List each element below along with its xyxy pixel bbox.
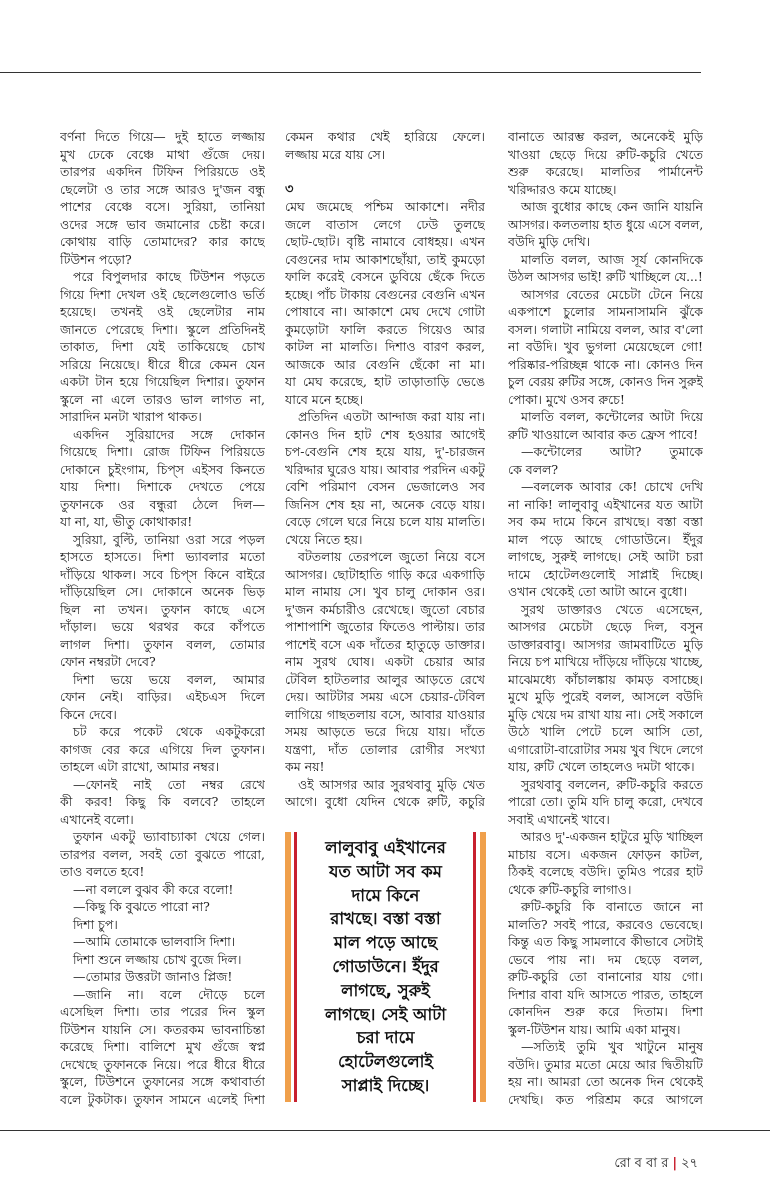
text-line: ওই আসগর আর সুরথবাবু মুড়ি খেত xyxy=(298,776,485,792)
text-line: এসেছিল দিশা। তার পরের দিন স্কুল xyxy=(60,1004,265,1019)
text-line: যা না, যা, ভীতু কোথাকার! xyxy=(60,514,193,529)
text-line: মালতি বলল, আজ সূর্য কোনদিকে xyxy=(521,251,703,267)
text-line: বসল। গলাটা নামিয়ে বলল, আর ব'লো xyxy=(508,321,703,337)
text-line: টেবিল হাটতলার আলুর আড়তে রেখে xyxy=(285,671,485,687)
text-line: লজ্জায় মরে যায় সে। xyxy=(285,146,386,162)
text-line: ফোন নেই। বাড়ির। এইচএস দিলে xyxy=(60,689,265,704)
article-column-2 xyxy=(285,128,485,818)
pull-quote-stripe-left-outer xyxy=(285,832,291,1102)
text-line: রুটি-কচুরি তো বানানোর যায় গো। xyxy=(508,969,703,984)
paragraph xyxy=(60,916,265,934)
text-line: ছোট-ছোট। বৃষ্টি নামাবে বোধহয়। এখন xyxy=(285,234,485,249)
text-line: হয় না। আমরা তো অনেক দিন থেকেই xyxy=(508,1074,703,1089)
pull-quote-stripe-right-outer xyxy=(480,832,486,1102)
text-line: বেড়ে গেলে ঘরে নিয়ে চলে যায় মালতি। xyxy=(285,514,485,529)
paragraph xyxy=(508,198,703,251)
text-line: কোথায় বাড়ি তোমাদের? কার কাছে xyxy=(60,234,265,249)
text-line: সুরথ ডাক্তারও খেতে এসেছেন, xyxy=(521,601,703,617)
text-line: মাচায় বসে। একজন ফোড়ন কাটল, xyxy=(508,846,703,862)
text-line: সবাই এখানেই খাবে। xyxy=(508,811,610,827)
text-line: —সত্যিই তুমি খুব খাটুনে মানুষ xyxy=(521,1039,703,1054)
text-line: কিনে দেবে। xyxy=(60,706,117,722)
text-line: —কিছু কি বুঝতে পারো না? xyxy=(73,899,210,914)
paragraph xyxy=(508,1038,703,1108)
text-line: যা মেঘ করেছে, হাট তাড়াতাড়ি ভেঙে xyxy=(285,374,485,389)
text-line: পাশাপাশি জুতোর ফিতেও পাল্টায়। তার xyxy=(285,619,485,634)
text-line: তুফান একটু ভ্যাবাচ্যাকা খেয়ে গেল। xyxy=(73,829,265,844)
text-line: সব কম দামে কিনে রাখছে। বস্তা বস্তা xyxy=(508,514,703,529)
text-line: সময় আড়তে ভরে দিয়ে যায়। দাঁতে xyxy=(285,724,485,739)
text-line: ডাক্তারবাবু। আসগর জামবাটিতে মুড়ি xyxy=(508,636,703,652)
text-line: ভেবে পায় না। দম ছেড়ে বলল, xyxy=(508,951,703,967)
pull-quote-stripe-left-inner xyxy=(294,832,297,1102)
text-line: স্কুল-টিউশন যায়। আমি একা মানুষ। xyxy=(508,1021,681,1037)
text-line: মালতি বলল, কন্টোলের আটা দিয়ে xyxy=(521,409,703,424)
paragraph xyxy=(60,828,265,881)
text-line: তুফানকে ওর বন্ধুরা ঠেলে দিল— xyxy=(60,496,265,512)
pull-quote-text xyxy=(303,836,468,1098)
text-line: জানতে পেরেছে দিশা। স্কুলে প্রতিদিনই xyxy=(60,321,265,337)
text-line: উঠল আসগর ভাই! রুটি খাচ্ছিলে যে...! xyxy=(508,269,703,284)
text-line: চুল বেরয় রুটির সঙ্গে, কোনও দিন সুরুই xyxy=(508,374,703,389)
paragraph xyxy=(60,898,265,916)
paragraph xyxy=(508,443,703,478)
text-line: —আমি তোমাকে ভালবাসি দিশা। xyxy=(73,934,236,949)
text-line: নাম সুরথ ঘোষ। একটা চেয়ার আর xyxy=(285,654,485,669)
text-line: কাটল না মালতি। দিশাও বারণ করল, xyxy=(285,339,485,354)
text-line: জিনিস শেষ হয় না, অনেক বেড়ে যায়। xyxy=(285,496,485,512)
text-line: খরিদ্দার ঘুরেও যায়। আবার পরদিন একটু xyxy=(285,461,485,477)
text-line: তারপর বলল, সবই তো বুঝতে পারো, xyxy=(60,846,265,862)
pull-quote-line: লালুবাবু এইখানের xyxy=(325,838,446,857)
text-line: দাঁড়িয়ে থাকল। সবে চিপ্‌স কিনে বাইরে xyxy=(60,566,265,582)
text-line: দেখছি। কত পরিশ্রম করে আগলে xyxy=(508,1091,703,1107)
text-line: বর্ণনা দিতে গিয়ে— দুই হাতে লজ্জায় xyxy=(60,129,265,144)
pull-quote xyxy=(283,832,488,1102)
text-line: —জানি না। বলে দৌড়ে চলে xyxy=(73,986,265,1002)
text-line: কাগজ বের করে এগিয়ে দিল তুফান। xyxy=(60,741,265,757)
paragraph xyxy=(60,968,265,986)
text-line: ঠিকই বলেছে বউদি। তুমিও পরের হাট xyxy=(508,864,703,879)
text-line: —বললেক আবার কে! চোখে দেখি xyxy=(521,479,703,494)
article-column-1 xyxy=(60,128,265,1113)
text-line: লাগিয়ে গাছতলায় বসে, আবার যাওয়ার xyxy=(285,706,485,722)
text-line: দিশা ভয়ে ভয়ে বলল, আমার xyxy=(73,671,265,687)
text-line: দাঁড়াল। ভয়ে থরথর করে কাঁপতে xyxy=(60,619,265,634)
text-line: খাওয়া ছেড়ে দিয়ে রুটি-কচুরি খেতে xyxy=(508,146,703,162)
text-line: তাও বলতে হবে! xyxy=(60,864,145,879)
text-line: মাঝেমধ্যে কাঁচালঙ্কায় কামড় বসাচ্ছে। xyxy=(508,671,703,687)
paragraph xyxy=(60,776,265,829)
paragraph xyxy=(60,531,265,671)
text-line: না বউদি। খুব ভুগলা মেয়েছেলে গো! xyxy=(508,339,703,354)
section-number: ৩ xyxy=(285,181,294,197)
text-line: ওখান থেকেই তো আটা আনে বুধো। xyxy=(508,584,688,599)
text-line: রুটি খাওয়ালে আবার কত ফ্রেস পাবে! xyxy=(508,426,699,442)
text-line: একদিন সুরিয়াদের সঙ্গে দোকান xyxy=(73,426,265,442)
paragraph xyxy=(60,426,265,531)
text-line: কে বলল? xyxy=(508,461,559,477)
text-line: এগারোটা-বারোটার সময় খুব খিদে লেগে xyxy=(508,741,703,757)
text-line: ছিল না তখন। তুফান কাছে এসে xyxy=(60,601,265,617)
paragraph xyxy=(60,933,265,951)
text-line: বানাতে আরম্ভ করল, অনেকেই মুড়ি xyxy=(508,129,703,144)
text-line: টিউশন পড়ো? xyxy=(60,251,132,267)
pull-quote-line: মাল পড়ে আছে xyxy=(333,933,438,953)
text-line: বউদি মুড়ি দেখি। xyxy=(508,234,591,249)
text-line: চপ-বেগুনি শেষ হয়ে যায়, দু'-চারজন xyxy=(285,444,485,459)
pull-quote-line: সাপ্লাই দিচ্ছে। xyxy=(341,1075,430,1095)
text-line: নিয়ে চপ মাখিয়ে দাঁড়িয়ে দাঁড়িয়ে খাচ্ছে, xyxy=(508,654,703,669)
text-line: পরিষ্কার-পরিচ্ছন্ন থাকে না। কোনও দিন xyxy=(508,356,703,372)
pull-quote-line: লাগছে। সেই আটা xyxy=(324,1004,447,1024)
text-line: মুড়ি খেয়ে দম রাখা যায় না। সেই সকালে xyxy=(508,706,703,722)
text-line: থেকে রুটি-কচুরি লাগাও। xyxy=(508,881,632,897)
top-rule xyxy=(0,72,701,73)
text-line: মেঘ জমেছে পশ্চিম আকাশে। নদীর xyxy=(285,199,485,214)
text-line: পাশেই বসে এক দাঁতের হাতুড়ে ডাক্তার। xyxy=(285,636,485,652)
text-line: যন্ত্রণা, দাঁত তোলার রোগীর সংখ্যা xyxy=(285,741,485,757)
text-line: আসগর বেতের মেচেটা টেনে নিয়ে xyxy=(521,286,703,302)
pull-quote-line: লাগছে, সুরুই xyxy=(341,980,430,1000)
text-line: স্কুলে, টিউশনে তুফানের সঙ্গে কথাবার্তা xyxy=(60,1074,265,1089)
text-line: বটতলায় তেরপলে জুতো নিয়ে বসে xyxy=(298,549,485,564)
text-line: কোনদিন শুরু করে দিতাম। দিশা xyxy=(508,1004,703,1019)
text-line: তাহলে এটা রাখো, আমার নম্বর। xyxy=(60,759,220,774)
text-line: আরও দু'-একজন হাটুরে মুড়ি খাচ্ছিল xyxy=(520,829,703,844)
text-line: মুখে মুড়ি পুরেই বলল, আসলে বউদি xyxy=(508,689,703,704)
text-line: দিশা শুনে লজ্জায় চোখ বুজে দিল। xyxy=(73,951,242,967)
text-line: দোকানে চুইংগাম, চিপ্‌স এইসব কিনতে xyxy=(60,461,265,477)
text-line: বেগুনের দাম আকাশছোঁয়া, তাই কুমড়ো xyxy=(285,251,485,267)
text-line: লাগছে, সুরুই লাগছে। সেই আটা চরা xyxy=(508,549,703,564)
text-line: দাঁড়িয়েছিল সে। দোকানে অনেক ভিড় xyxy=(60,584,265,599)
pull-quote-stripe-right-inner xyxy=(473,832,476,1102)
text-line: কেমন কথার খেই হারিয়ে ফেলে। xyxy=(285,129,485,144)
text-line: তাকাত, দিশা যেই তাকিয়েছে চোখ xyxy=(60,339,265,354)
text-line: হয়েছে। তখনই ওই ছেলেটার নাম xyxy=(60,304,265,319)
bottom-rule xyxy=(0,1130,770,1131)
text-line: শুরু করেছে। মালতির পার্মানেন্ট xyxy=(508,164,703,179)
text-line: মাল নামায় সে। খুব চালু দোকান ওর। xyxy=(285,584,485,599)
text-line: খেয়ে নিতে হয়। xyxy=(285,531,363,547)
paragraph xyxy=(508,898,703,1038)
paragraph xyxy=(60,128,265,268)
text-line: হাসতে হাসতে। দিশা ভ্যাবলার মতো xyxy=(60,549,265,564)
text-line: আগে। বুধো যেদিন থেকে রুটি, কচুরি xyxy=(285,794,485,809)
paragraph xyxy=(508,408,703,443)
text-line: দেয়। আটটার সময় এসে চেয়ার-টেবিল xyxy=(285,689,485,704)
text-line: পাশের বেঞ্চে বসে। সুরিয়া, তানিয়া xyxy=(60,199,265,214)
text-line: ফোন নম্বরটা দেবে? xyxy=(60,654,156,669)
paragraph xyxy=(60,986,265,1109)
text-line: মুখ ঢেকে বেঞ্চে মাথা গুঁজে দেয়। xyxy=(60,146,265,162)
paragraph xyxy=(285,198,485,408)
page-number: ২৭ xyxy=(681,1156,698,1171)
text-line: —তোমার উত্তরটা জানাও প্লিজ! xyxy=(73,969,233,984)
text-line: আজ বুধোর কাছে কেন জানি যায়নি xyxy=(521,199,703,214)
text-line: স্কুলে না এলে তারও ভাল লাগত না, xyxy=(60,391,265,407)
text-line: আসগর। কলতলায় হাত ধুয়ে এসে বলল, xyxy=(508,216,703,232)
text-line: পারো তো। তুমি যদি চালু করো, দেখবে xyxy=(508,794,703,809)
text-line: আসগর। ছোটাহাতি গাড়ি করে একগাড়ি xyxy=(285,566,485,582)
text-line: পোষাবে না। আকাশে মেঘ দেখে গোটা xyxy=(285,304,485,319)
paragraph xyxy=(60,268,265,426)
text-line: না নাকি! লালুবাবু এইখানের যত আটা xyxy=(508,496,703,512)
paragraph xyxy=(285,548,485,776)
text-line: বেশি পরিমাণ বেসন ভেজালেও সব xyxy=(285,479,485,494)
text-line: আজকে আর বেগুনি ছেঁকো না মা। xyxy=(285,356,485,372)
text-line: সারাদিন মনটা খারাপ থাকত। xyxy=(60,409,202,424)
footer-separator: | xyxy=(672,1156,678,1171)
paragraph xyxy=(60,951,265,969)
paragraph xyxy=(508,286,703,409)
text-line: দিশা চুপ। xyxy=(73,916,118,932)
page-footer xyxy=(614,1155,698,1173)
paragraph xyxy=(508,601,703,776)
article-column-3 xyxy=(508,128,703,1113)
text-line: টিউশন যায়নি সে। কতরকম ভাবনাচিন্তা xyxy=(60,1021,265,1037)
paragraph xyxy=(285,128,485,163)
pull-quote-line: হোটেলগুলোই xyxy=(338,1052,433,1072)
text-line: পরে বিপুলদার কাছে টিউশন পড়তে xyxy=(73,269,265,284)
paragraph xyxy=(508,128,703,198)
text-line: দু'জন কর্মচারীও রেখেছে। জুতো বেচার xyxy=(285,601,485,617)
text-line: কী করব! কিছু কি বলবে? তাহলে xyxy=(60,794,265,809)
text-line: ফালি করেই বেসনে ডুবিয়ে ছেঁকে দিতে xyxy=(285,269,485,284)
text-line: গিয়েছে দিশা। রোজ টিফিন পিরিয়ডে xyxy=(60,444,265,459)
text-line: এখানেই বলো। xyxy=(60,811,134,827)
text-line: কোনও দিন হাট শেষ হওয়ার আগেই xyxy=(285,426,485,442)
text-line: সরিয়ে নিয়েছে। ধীরে ধীরে কেমন যেন xyxy=(60,356,265,372)
paragraph xyxy=(508,776,703,829)
text-line: দিশার বাবা যদি আসতে পারত, তাহলে xyxy=(508,986,703,1002)
text-line: যাবে মনে হচ্ছে। xyxy=(285,391,364,407)
text-line: দামে হোটেলগুলোই সাপ্লাই দিচ্ছে। xyxy=(508,566,703,582)
magazine-name: রো ব বা র xyxy=(614,1156,669,1171)
text-line: লাগল দিশা। তুফান বলল, তোমার xyxy=(60,636,265,652)
text-line: রুটি-কচুরি কি বানাতে জানে না xyxy=(521,899,703,914)
paragraph xyxy=(508,251,703,286)
text-line: একটা টান হয়ে গিয়েছিল দিশার। তুফান xyxy=(60,374,265,389)
text-line: —না বললে বুঝব কী করে বলো! xyxy=(73,881,234,897)
text-line: গিয়ে দিশা দেখল ওই ছেলেগুলোও ভর্তি xyxy=(60,286,265,302)
text-line: কিন্তু এত কিছু সামলাবে কীভাবে সেটাই xyxy=(508,934,703,949)
text-line: প্রতিদিন এতটা আন্দাজ করা যায় না। xyxy=(298,409,485,424)
pull-quote-line: দামে কিনে xyxy=(351,885,420,905)
paragraph xyxy=(285,776,485,811)
text-line: —কন্টোলের আটা? তুমাকে xyxy=(521,444,703,459)
text-line: যায়, রুটি খেলে তাহলেও দমটা থাকে। xyxy=(508,759,695,774)
paragraph xyxy=(508,828,703,898)
text-line: উঠে খালি পেটে চলে আসি তো, xyxy=(508,724,703,739)
text-line: একপাশে চুলোর সামনাসামনি ঝুঁকে xyxy=(508,304,703,319)
text-line: আসগর মেচেটা ছেড়ে দিল, বসুন xyxy=(508,619,703,634)
text-line: দেখেছে তুফানকে নিয়ে। পরে ধীরে ধীরে xyxy=(60,1056,265,1072)
text-line: কম নয়! xyxy=(285,759,325,774)
text-line: জলে বাতাস লেগে ঢেউ তুলছে xyxy=(285,216,485,232)
pull-quote-line: যত আটা সব কম xyxy=(329,861,442,881)
text-line: খরিদ্দারও কমে যাচ্ছে। xyxy=(508,181,617,197)
text-line: বলে টুকটাক। তুফান সামনে এলেই দিশা xyxy=(60,1091,265,1107)
paragraph xyxy=(60,881,265,899)
text-line: ওদের সঙ্গে ভাব জমানোর চেষ্টা করে। xyxy=(60,216,265,232)
text-line: যায় দিশা। দিশাকে দেখতে পেয়ে xyxy=(60,479,265,494)
text-line: —ফোনই নাই তো নম্বর রেখে xyxy=(73,776,265,792)
text-line: ছেলেটা ও তার সঙ্গে আরও দু'জন বন্ধু xyxy=(60,181,265,197)
paragraph xyxy=(508,478,703,601)
text-line: পোকা। মুখে ওসব রুচে! xyxy=(508,391,625,407)
text-line: কুমড়োটা ফালি করতে গিয়েও আর xyxy=(285,321,485,337)
paragraph xyxy=(285,408,485,548)
pull-quote-line: রাখছে। বস্তা বস্তা xyxy=(330,909,441,929)
text-line: চট করে পকেট থেকে একটুকরো xyxy=(73,724,265,739)
text-line: মাল পড়ে আছে গোডাউনে। ইঁদুর xyxy=(508,531,703,547)
paragraph xyxy=(60,671,265,724)
text-line: সুরথবাবু বললেন, রুটি-কচুরি করতে xyxy=(521,776,703,792)
text-line: বউদি। তুমার মতো মেয়ে আর দ্বিতীয়টি xyxy=(508,1056,703,1072)
text-line: হচ্ছে। পাঁচ টাকায় বেগুনের বেগুনি এখন xyxy=(285,286,485,302)
text-line: তারপর একদিন টিফিন পিরিয়ডে ওই xyxy=(60,164,265,179)
text-line: করেছে দিশা। বালিশে মুখ গুঁজে স্বপ্ন xyxy=(60,1039,265,1054)
pull-quote-line: চরা দামে xyxy=(356,1028,415,1048)
text-line: মালতি? সবই পারে, করবেও ভেবেছে। xyxy=(508,916,703,932)
pull-quote-line: গোডাউনে। ইঁদুর xyxy=(332,956,439,976)
text-line: সুরিয়া, বুল্টি, তানিয়া ওরা সরে পড়ল xyxy=(73,531,265,547)
paragraph xyxy=(60,723,265,776)
